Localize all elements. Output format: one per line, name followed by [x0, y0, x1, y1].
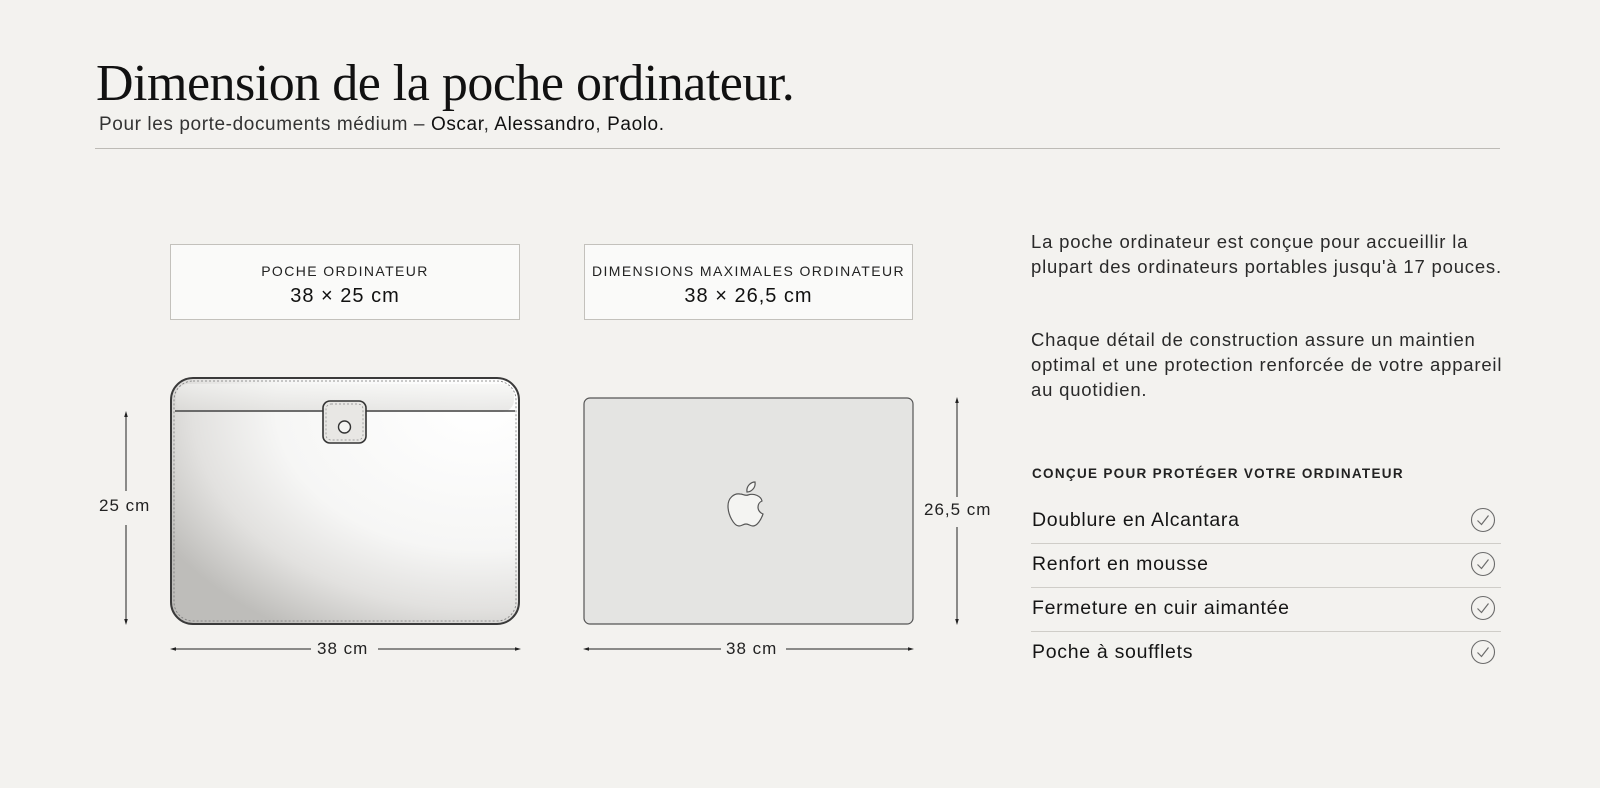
feature-label: Doublure en Alcantara — [1032, 509, 1240, 531]
pocket-illustration — [171, 378, 519, 624]
model-alessandro: Alessandro — [494, 114, 596, 135]
description-paragraph-2: Chaque détail de construction assure un maintien optimal et une protection renforcée de votre appareil au quotidien. — [1031, 329, 1503, 400]
check-circle-icon — [1470, 551, 1496, 577]
separator: , — [595, 114, 608, 135]
feature-label: Poche à soufflets — [1032, 641, 1194, 663]
pocket-height-label: 25 cm — [99, 496, 151, 515]
check-circle-icon — [1470, 507, 1496, 533]
laptop-label: DIMENSIONS MAXIMALES ORDINATEUR — [591, 263, 906, 279]
laptop-illustration — [584, 398, 913, 624]
features-heading: CONÇUE POUR PROTÉGER VOTRE ORDINATEUR — [1032, 466, 1404, 481]
pocket-width-label: 38 cm — [317, 639, 369, 658]
check-circle-icon — [1470, 639, 1496, 665]
list-item — [1031, 632, 1501, 676]
separator: , — [483, 114, 495, 135]
subtitle-end: . — [658, 114, 665, 135]
list-item — [1031, 500, 1501, 544]
model-oscar: Oscar — [430, 114, 484, 135]
description-paragraph-1: La poche ordinateur est conçue pour accueillir la plupart des ordinateurs portables jusqu'à 17 pouces. — [1031, 231, 1502, 277]
pocket-label: POCHE ORDINATEUR — [261, 263, 429, 279]
check-circle-icon — [1470, 595, 1496, 621]
subtitle-prefix: Pour les porte-documents médium – — [99, 114, 426, 135]
list-item — [1031, 544, 1501, 588]
list-item — [1031, 588, 1501, 632]
features-list — [1031, 500, 1501, 676]
pocket-value: 38 × 25 cm — [290, 285, 400, 307]
page-title: Dimension de la poche ordinateur. — [96, 55, 795, 112]
feature-label: Fermeture en cuir aimantée — [1032, 597, 1290, 619]
feature-label: Renfort en mousse — [1032, 553, 1209, 575]
model-paolo: Paolo — [607, 114, 659, 135]
laptop-value: 38 × 26,5 cm — [684, 285, 813, 307]
laptop-width-label: 38 cm — [726, 639, 778, 658]
laptop-height-label: 26,5 cm — [924, 500, 992, 519]
